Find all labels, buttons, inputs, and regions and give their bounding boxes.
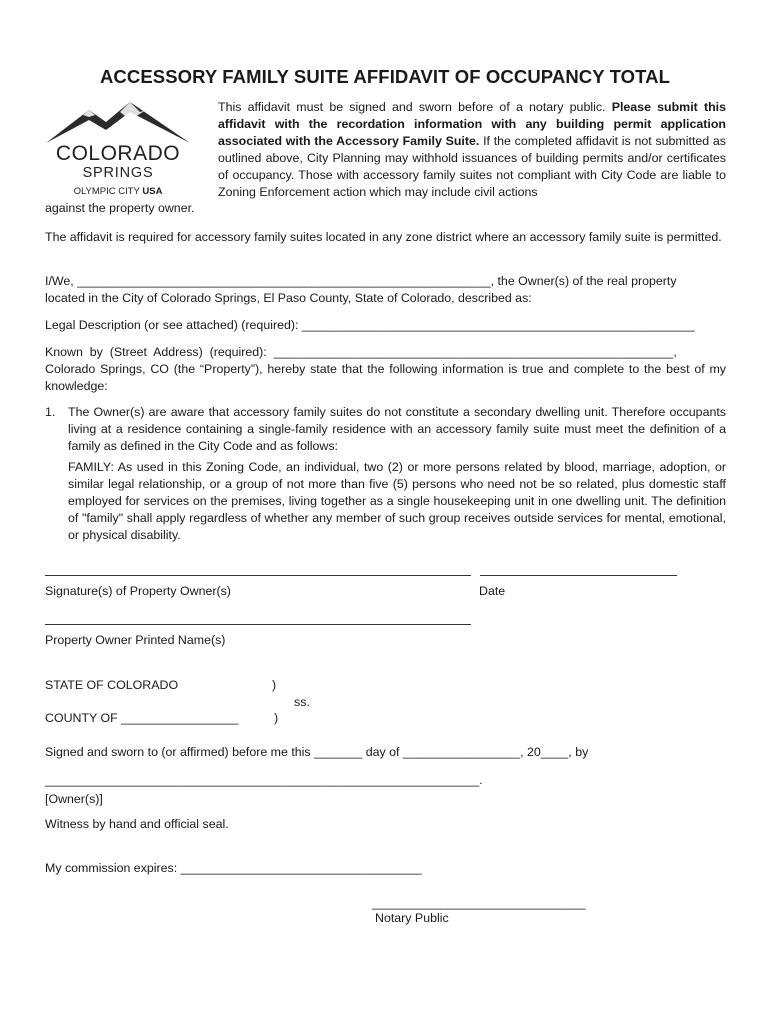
commission-expires-field: My commission expires: ___________________________________ [45,861,422,875]
notary-public-label: Notary Public [375,911,449,925]
date-label: Date [479,584,506,598]
bracket-state: ) [272,678,277,692]
logo-text-springs: SPRINGS [82,165,154,181]
witness-statement: Witness by hand and official seal. [45,817,229,831]
printed-name-label: Property Owner Printed Name(s) [45,633,226,647]
owner-statement-location: located in the City of Colorado Springs, El Paso County, State of Colorado, described as: [45,291,532,305]
printed-name-line [45,624,471,625]
owner-signature-label: Signature(s) of Property Owner(s) [45,584,231,598]
svg-text:OLYMPIC CITY USA [74,186,163,197]
list-number: 1. [45,405,56,419]
owners-label: [Owner(s)] [45,792,103,806]
mountain-icon [46,102,190,143]
owner-statement-line: I/We, ____________________________________________________________, the Owner(s) of the real property [45,274,677,288]
bracket-county: ) [274,711,279,725]
intro-continuation: against the property owner. [45,201,195,215]
family-definition: FAMILY: As used in this Zoning Code, an individual, two (2) or more persons related by blood, marriage, adoption, or similar legal relationship, or a group of not more than five (5) persons who need not be so related, plus domestic staff employed for services on the premises, living together as a single housekeeping unit in one dwelling unit. The definition of "family" shall apply regardless of whether any member of such group receives outside services for mental, emotional, or physical disability. [68,460,726,542]
intro-paragraph [218,99,726,201]
logo-tagline-usa: USA [142,186,163,197]
ss-label: ss. [294,695,310,709]
owner-name-line: _______________________________________________________________. [45,773,483,787]
colorado-springs-logo [44,100,192,198]
owner-signature-line [45,575,471,576]
notary-signature-line: _______________________________ [372,896,586,910]
state-label: STATE OF COLORADO [45,678,179,692]
county-field: COUNTY OF _________________ [45,711,239,725]
intro-text-continued: If the completed affidavit is not submitted as outlined above, City Planning may withhold issuances of building permits and/or certificates of occupancy. Those with accessory family suites not compliant with City Code are liable to Zoning Enforcement action which may include civil actions [218,134,727,199]
legal-description-field: Legal Description (or see attached) (required): _________________________________________________________ [45,318,695,332]
list-item [45,404,726,544]
intro-bold-text: Please submit this affidavit with the recordation information with any building permit application associated with the Accessory Family Suite. [218,100,726,148]
intro-text: This affidavit must be signed and sworn before of a notary public. [218,100,612,114]
sworn-statement: Signed and sworn to (or affirmed) before me this _______ day of _________________, 20____, by [45,745,589,759]
list-item-text: The Owner(s) are aware that accessory family suites do not constitute a secondary dwelling unit. Therefore occupants living at a residence containing a single-family residence with an accessory family suite must meet the definition of a family as defined in the City Code and as follows: [68,405,726,453]
date-line [480,575,677,576]
required-paragraph: The affidavit is required for accessory family suites located in any zone district where an accessory family suite is permitted. [45,230,722,244]
logo-tagline: OLYMPIC CITY [73,186,143,197]
logo-text-colorado: COLORADO [55,142,181,165]
page-title: ACCESSORY FAMILY SUITE AFFIDAVIT OF OCCUPANCY TOTAL [99,66,671,87]
property-statement: Colorado Springs, CO (the “Property”), hereby state that the following information is true and complete to the best of my knowledge: [45,362,726,393]
street-address-field: Known by (Street Address) (required): __________________________________________________________, [45,345,677,359]
